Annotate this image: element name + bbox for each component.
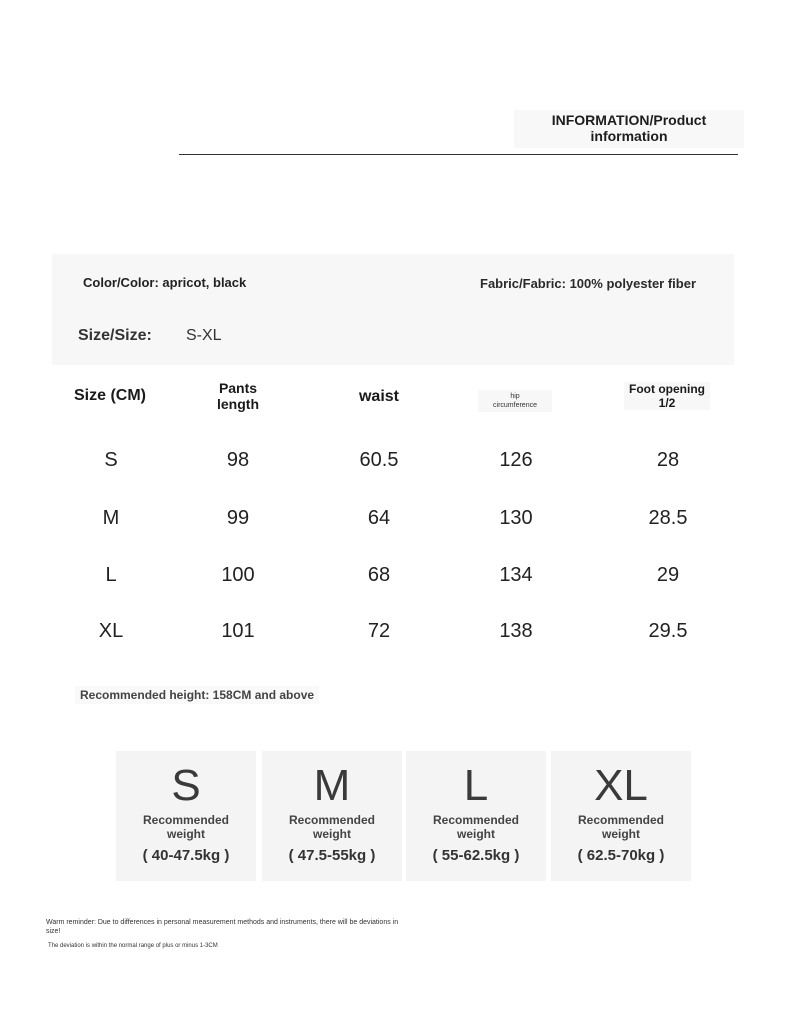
card-size-letter: L [463, 761, 489, 810]
header-hip-line2: circumference [493, 402, 537, 409]
card-weight-label: weight [457, 827, 495, 841]
card-size-letter: XL [594, 761, 648, 810]
page-title-line1: INFORMATION/Product [551, 112, 707, 128]
cell-foot-opening: 29.5 [648, 620, 688, 642]
card-recommended: Recommended [142, 813, 230, 827]
cell-waist: 60.5 [359, 449, 399, 471]
header-foot-line1: Foot opening [629, 382, 705, 396]
card-weight-label: weight [602, 827, 640, 841]
page-title [514, 110, 744, 148]
size-card-s [116, 751, 256, 881]
cell-foot-opening: 29 [656, 564, 680, 586]
title-divider [179, 154, 738, 155]
card-weight-label: weight [313, 827, 351, 841]
header-hip [478, 390, 552, 412]
card-recommended: Recommended [288, 813, 376, 827]
color-info: Color/Color: apricot, black [83, 275, 247, 290]
header-pants-length [198, 380, 278, 412]
size-card-m [262, 751, 402, 881]
cell-hip: 130 [499, 507, 533, 529]
card-size-letter: M [313, 761, 351, 810]
cell-hip: 134 [499, 564, 533, 586]
fabric-info: Fabric/Fabric: 100% polyester fiber [480, 276, 697, 291]
card-weight-range: ( 47.5-55kg ) [288, 847, 376, 864]
cell-foot-opening: 28 [656, 449, 680, 471]
header-pants-length-line2: length [217, 396, 259, 412]
card-recommended: Recommended [577, 813, 665, 827]
cell-pants-length: 101 [221, 620, 255, 642]
cell-waist: 72 [367, 620, 391, 642]
product-info-panel [52, 254, 734, 365]
cell-pants-length: 100 [221, 564, 255, 586]
cell-waist: 64 [367, 507, 391, 529]
cell-size: M [102, 507, 120, 529]
card-weight-range: ( 55-62.5kg ) [432, 847, 520, 864]
size-range: S-XL [186, 327, 222, 344]
size-label: Size/Size: [78, 327, 152, 344]
cell-hip: 138 [499, 620, 533, 642]
header-hip-line1: hip [510, 393, 520, 400]
cell-hip: 126 [499, 449, 533, 471]
card-weight-range: ( 40-47.5kg ) [142, 847, 230, 864]
warm-reminder: Warm reminder: Due to differences in personal measurement methods and instruments, there will be deviations in size! [46, 919, 399, 935]
header-pants-length-line1: Pants [218, 380, 258, 396]
cell-pants-length: 99 [226, 507, 250, 529]
card-weight-label: weight [167, 827, 205, 841]
card-weight-range: ( 62.5-70kg ) [577, 847, 665, 864]
header-size: Size (CM) [74, 387, 146, 404]
size-card-xl [551, 751, 691, 881]
cell-size: S [104, 449, 118, 471]
cell-size: L [105, 564, 117, 586]
card-size-letter: S [171, 761, 201, 810]
cell-size: XL [98, 620, 124, 642]
header-foot-opening [624, 382, 710, 410]
cell-foot-opening: 28.5 [648, 507, 688, 529]
card-recommended: Recommended [432, 813, 520, 827]
page-title-line2: information [590, 128, 668, 144]
size-card-l [406, 751, 546, 881]
header-foot-line2: 1/2 [658, 396, 676, 410]
deviation-note: The deviation is within the normal range of plus or minus 1-3CM [48, 943, 218, 949]
header-waist: waist [358, 388, 399, 405]
recommended-height: Recommended height: 158CM and above [75, 686, 319, 704]
cell-pants-length: 98 [226, 449, 250, 471]
cell-waist: 68 [367, 564, 391, 586]
